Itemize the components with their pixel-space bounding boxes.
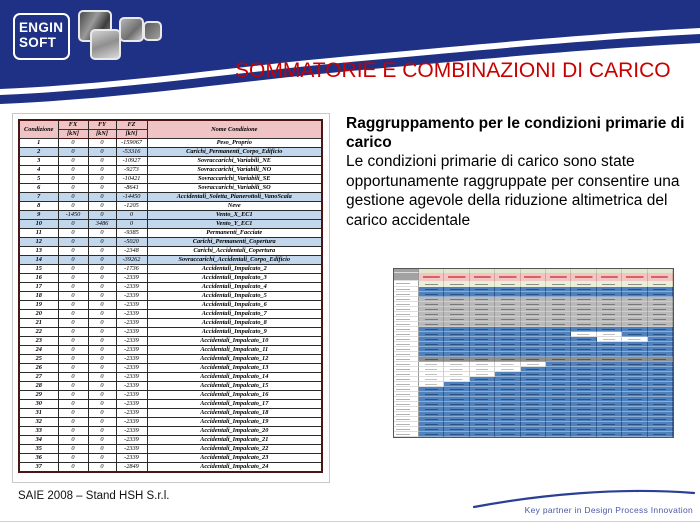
table-cell: 0 — [58, 193, 88, 202]
table-cell: 5 — [19, 175, 58, 184]
table-row — [19, 463, 322, 473]
logo-text-line2: SOFT — [19, 35, 57, 50]
text-block — [346, 114, 698, 230]
table-cell: 0 — [88, 247, 116, 256]
table-cell: 0 — [58, 418, 88, 427]
table-cell: Carichi_Permanenti_Corpo_Edificio — [147, 148, 322, 157]
table-cell: 0 — [88, 202, 116, 211]
table-cell: -1450 — [58, 211, 88, 220]
sheet-cell — [546, 432, 571, 437]
sheet-cell — [571, 273, 596, 281]
table-row — [19, 346, 322, 355]
table-cell: 0 — [88, 283, 116, 292]
spreadsheet-thumbnail — [393, 268, 674, 438]
table-row — [19, 445, 322, 454]
table-cell: 12 — [19, 238, 58, 247]
table-cell: -2339 — [116, 274, 147, 283]
table-cell: 9 — [19, 211, 58, 220]
table-cell: 1 — [19, 139, 58, 148]
table-cell: 0 — [88, 256, 116, 265]
table-row — [19, 265, 322, 274]
table-cell: 0 — [88, 238, 116, 247]
table-cell: 0 — [58, 301, 88, 310]
sheet-cell — [521, 273, 546, 281]
table-cell: 32 — [19, 418, 58, 427]
sheet-cell — [470, 273, 495, 281]
table-cell: 0 — [58, 463, 88, 473]
table-cell: Accidentali_Impalcato_9 — [147, 328, 322, 337]
table-cell: Accidentali_Impalcato_24 — [147, 463, 322, 473]
table-cell: 6 — [19, 184, 58, 193]
table-cell: 26 — [19, 364, 58, 373]
table-cell: -2339 — [116, 400, 147, 409]
table-cell: Accidentali_Impalcato_6 — [147, 301, 322, 310]
table-row — [19, 202, 322, 211]
table-cell: 0 — [88, 229, 116, 238]
table-cell: -9273 — [116, 166, 147, 175]
table-cell: -2339 — [116, 346, 147, 355]
table-row — [19, 211, 322, 220]
table-row — [19, 193, 322, 202]
table-cell: -2339 — [116, 427, 147, 436]
header-fz: FZ — [116, 120, 147, 130]
table-cell: Accidentali_Impalcato_16 — [147, 391, 322, 400]
table-row — [19, 355, 322, 364]
table-row — [19, 319, 322, 328]
table-cell: 0 — [88, 157, 116, 166]
table-cell: 0 — [88, 148, 116, 157]
table-cell: 0 — [116, 220, 147, 229]
table-cell: 0 — [88, 265, 116, 274]
sheet-cell — [419, 273, 444, 281]
table-cell: 22 — [19, 328, 58, 337]
text-heading: Raggruppamento per le condizioni primarie di carico — [346, 115, 685, 151]
table-row — [19, 436, 322, 445]
table-cell: 0 — [88, 400, 116, 409]
table-cell: 0 — [58, 409, 88, 418]
table-cell: Accidentali_Impalcato_23 — [147, 454, 322, 463]
sheet-cell — [444, 273, 469, 281]
table-cell: Accidentali_Impalcato_4 — [147, 283, 322, 292]
sheet-cell — [470, 432, 495, 437]
table-cell: 27 — [19, 373, 58, 382]
table-cell: 0 — [88, 274, 116, 283]
table-row — [19, 418, 322, 427]
table-cell: Sovraccarichi_Variabili_NE — [147, 157, 322, 166]
table-row — [19, 454, 322, 463]
table-row — [19, 364, 322, 373]
table-cell: 0 — [88, 409, 116, 418]
table-cell: 0 — [58, 247, 88, 256]
table-cell: 25 — [19, 355, 58, 364]
table-cell: Accidentali_Impalcato_14 — [147, 373, 322, 382]
table-cell: Carichi_Permanenti_Copertura — [147, 238, 322, 247]
table-cell: 0 — [58, 184, 88, 193]
table-cell: 0 — [58, 310, 88, 319]
table-cell: 0 — [58, 427, 88, 436]
slide-bottom-edge — [0, 521, 700, 522]
table-cell: 10 — [19, 220, 58, 229]
table-cell: 0 — [58, 454, 88, 463]
table-cell: 0 — [58, 391, 88, 400]
table-cell: -2339 — [116, 454, 147, 463]
table-cell: 0 — [116, 211, 147, 220]
load-table-header — [19, 120, 322, 139]
table-cell: 0 — [58, 265, 88, 274]
sheet-row — [394, 273, 673, 281]
table-cell: 28 — [19, 382, 58, 391]
sheet-cell — [622, 432, 647, 437]
table-cell: 0 — [88, 211, 116, 220]
table-row — [19, 247, 322, 256]
table-cell: -53316 — [116, 148, 147, 157]
table-cell: 0 — [88, 310, 116, 319]
table-row — [19, 238, 322, 247]
table-cell: 0 — [88, 337, 116, 346]
table-row — [19, 391, 322, 400]
sheet-cell — [495, 432, 520, 437]
table-cell: Accidentali_Impalcato_19 — [147, 418, 322, 427]
table-cell: -2339 — [116, 373, 147, 382]
table-cell: 0 — [88, 184, 116, 193]
sheet-row-label — [394, 432, 419, 437]
table-row — [19, 409, 322, 418]
table-cell: Neve — [147, 202, 322, 211]
table-cell: Permanenti_Facciate — [147, 229, 322, 238]
table-cell: -2339 — [116, 337, 147, 346]
table-cell: 8 — [19, 202, 58, 211]
table-cell: 0 — [58, 202, 88, 211]
logo-text-line1: ENGIN — [19, 20, 64, 35]
table-cell: 0 — [88, 454, 116, 463]
table-cell: -2348 — [116, 247, 147, 256]
table-cell: 0 — [58, 157, 88, 166]
table-cell: Accidentali_Impalcato_5 — [147, 292, 322, 301]
table-cell: 0 — [58, 220, 88, 229]
sheet-cell — [444, 432, 469, 437]
table-cell: Accidentali_Impalcato_2 — [147, 265, 322, 274]
table-cell: Accidentali_Impalcato_20 — [147, 427, 322, 436]
sheet-cell — [597, 273, 622, 281]
table-cell: Accidentali_Impalcato_18 — [147, 409, 322, 418]
table-cell: 0 — [88, 391, 116, 400]
header-unit-kn: [kN] — [116, 130, 147, 139]
table-row — [19, 373, 322, 382]
table-cell: 18 — [19, 292, 58, 301]
table-cell: 15 — [19, 265, 58, 274]
footer-tagline: Key partner in Design Process Innovation — [524, 505, 693, 515]
table-cell: Accidentali_Impalcato_3 — [147, 274, 322, 283]
table-row — [19, 400, 322, 409]
table-cell: 0 — [58, 400, 88, 409]
table-row — [19, 256, 322, 265]
table-cell: -159067 — [116, 139, 147, 148]
sheet-cell — [419, 432, 444, 437]
table-cell: -2339 — [116, 391, 147, 400]
logo-photo-chip-4 — [143, 21, 162, 41]
table-cell: 0 — [88, 346, 116, 355]
table-cell: 4 — [19, 166, 58, 175]
sheet-cell — [597, 432, 622, 437]
table-cell: 24 — [19, 346, 58, 355]
table-cell: -1205 — [116, 202, 147, 211]
table-cell: 20 — [19, 310, 58, 319]
table-row — [19, 229, 322, 238]
header-unit-kn: [kN] — [58, 130, 88, 139]
load-conditions-table — [18, 119, 323, 473]
table-cell: -10927 — [116, 157, 147, 166]
table-cell: -9385 — [116, 229, 147, 238]
table-cell: 0 — [58, 436, 88, 445]
table-cell: 0 — [88, 382, 116, 391]
footer-event-label: SAIE 2008 – Stand HSH S.r.l. — [18, 490, 170, 502]
table-cell: 0 — [58, 364, 88, 373]
table-cell: Accidentali_Impalcato_12 — [147, 355, 322, 364]
table-cell: 0 — [88, 364, 116, 373]
table-cell: 35 — [19, 445, 58, 454]
table-cell: -2339 — [116, 319, 147, 328]
table-cell: 31 — [19, 409, 58, 418]
table-cell: -2339 — [116, 301, 147, 310]
table-row — [19, 274, 322, 283]
table-cell: 33 — [19, 427, 58, 436]
table-cell: -2339 — [116, 382, 147, 391]
header-fy: FY — [88, 120, 116, 130]
table-cell: 0 — [58, 373, 88, 382]
table-cell: -8641 — [116, 184, 147, 193]
table-cell: 0 — [88, 193, 116, 202]
text-body: Le condizioni primarie di carico sono state opportunamente raggruppate per consentire una gestione agevole della riduzione altimetrica del carico accidentale — [346, 153, 680, 229]
table-cell: 0 — [88, 445, 116, 454]
sheet-row-label — [394, 273, 419, 281]
table-cell: Accidentali_Impalcato_22 — [147, 445, 322, 454]
sheet-cell — [648, 432, 673, 437]
load-table-panel — [12, 113, 330, 483]
slide-title: SOMMATORIE E COMBINAZIONI DI CARICO — [235, 59, 671, 82]
table-cell: 17 — [19, 283, 58, 292]
table-row — [19, 328, 322, 337]
table-cell: 0 — [88, 292, 116, 301]
table-cell: -2339 — [116, 364, 147, 373]
table-cell: -2339 — [116, 418, 147, 427]
header-fx: FX — [58, 120, 88, 130]
table-cell: 0 — [58, 238, 88, 247]
enginsoft-logo — [13, 13, 70, 60]
logo-photo-chip-2 — [90, 29, 121, 60]
table-cell: 7 — [19, 193, 58, 202]
table-cell: 0 — [58, 319, 88, 328]
table-row — [19, 220, 322, 229]
table-cell: Vento_Y_EC1 — [147, 220, 322, 229]
table-cell: 21 — [19, 319, 58, 328]
table-cell: 19 — [19, 301, 58, 310]
sheet-cell — [521, 432, 546, 437]
table-cell: 0 — [58, 346, 88, 355]
table-row — [19, 166, 322, 175]
table-cell: 0 — [58, 229, 88, 238]
table-cell: 0 — [88, 175, 116, 184]
sheet-cell — [648, 273, 673, 281]
table-cell: 0 — [58, 148, 88, 157]
table-cell: 0 — [58, 139, 88, 148]
table-cell: 34 — [19, 436, 58, 445]
table-cell: Accidentali_Impalcato_21 — [147, 436, 322, 445]
table-row — [19, 292, 322, 301]
table-cell: 0 — [58, 355, 88, 364]
table-cell: Carichi_Accidentali_Copertura — [147, 247, 322, 256]
table-cell: 13 — [19, 247, 58, 256]
table-cell: Accidentali_Impalcato_11 — [147, 346, 322, 355]
table-cell: 0 — [58, 337, 88, 346]
table-cell: 11 — [19, 229, 58, 238]
table-cell: Vento_X_EC1 — [147, 211, 322, 220]
table-cell: -1736 — [116, 265, 147, 274]
table-cell: 0 — [88, 463, 116, 473]
table-cell: 37 — [19, 463, 58, 473]
table-row — [19, 301, 322, 310]
table-row — [19, 337, 322, 346]
header-condizione: Condizione — [19, 120, 58, 139]
table-cell: 0 — [88, 418, 116, 427]
table-cell: 0 — [58, 328, 88, 337]
table-cell: -2339 — [116, 283, 147, 292]
table-cell: -2339 — [116, 409, 147, 418]
table-cell: 36 — [19, 454, 58, 463]
table-cell: -2339 — [116, 310, 147, 319]
table-cell: 0 — [88, 301, 116, 310]
table-cell: -2339 — [116, 436, 147, 445]
table-cell: Sovraccarichi_Variabili_SE — [147, 175, 322, 184]
table-cell: 0 — [88, 139, 116, 148]
table-cell: 0 — [58, 445, 88, 454]
table-cell: 3 — [19, 157, 58, 166]
table-cell: 0 — [58, 292, 88, 301]
table-cell: 2 — [19, 148, 58, 157]
header-nome-condizione: Nome Condizione — [147, 120, 322, 139]
table-cell: 0 — [88, 427, 116, 436]
table-cell: -2849 — [116, 463, 147, 473]
table-cell: 23 — [19, 337, 58, 346]
table-cell: Sovraccarichi_Accidentali_Corpo_Edificio — [147, 256, 322, 265]
table-cell: 0 — [58, 256, 88, 265]
table-cell: 0 — [58, 274, 88, 283]
table-cell: Peso_Proprio — [147, 139, 322, 148]
table-cell: Accidentali_Impalcato_7 — [147, 310, 322, 319]
table-cell: 0 — [58, 175, 88, 184]
sheet-row — [394, 432, 673, 437]
table-cell: Sovraccarichi_Variabili_NO — [147, 166, 322, 175]
table-cell: Accidentali_Impalcato_17 — [147, 400, 322, 409]
table-cell: -5020 — [116, 238, 147, 247]
table-row — [19, 382, 322, 391]
table-row — [19, 427, 322, 436]
table-cell: 0 — [88, 319, 116, 328]
table-cell: Accidentali_Impalcato_8 — [147, 319, 322, 328]
table-cell: 14 — [19, 256, 58, 265]
header-unit-kn: [kN] — [88, 130, 116, 139]
logo-photo-chip-3 — [119, 17, 144, 42]
table-cell: 0 — [88, 436, 116, 445]
table-cell: 0 — [58, 382, 88, 391]
sheet-cell — [546, 273, 571, 281]
table-cell: 0 — [88, 355, 116, 364]
table-cell: Accidentali_Impalcato_13 — [147, 364, 322, 373]
table-row — [19, 175, 322, 184]
table-cell: Accidentali_Soletta_Pianerottoli_VanoScala — [147, 193, 322, 202]
table-cell: 0 — [58, 283, 88, 292]
table-cell: 30 — [19, 400, 58, 409]
sheet-cell — [622, 273, 647, 281]
table-row — [19, 184, 322, 193]
table-cell: 0 — [88, 373, 116, 382]
load-table-body — [19, 139, 322, 473]
table-cell: Accidentali_Impalcato_15 — [147, 382, 322, 391]
table-cell: -14450 — [116, 193, 147, 202]
table-cell: Accidentali_Impalcato_10 — [147, 337, 322, 346]
sheet-cell — [495, 273, 520, 281]
table-cell: -2339 — [116, 292, 147, 301]
table-row — [19, 283, 322, 292]
table-row — [19, 310, 322, 319]
table-cell: -2339 — [116, 445, 147, 454]
table-cell: -2339 — [116, 355, 147, 364]
table-cell: 3486 — [88, 220, 116, 229]
table-cell: Sovraccarichi_Variabili_SO — [147, 184, 322, 193]
table-cell: -39262 — [116, 256, 147, 265]
table-cell: 16 — [19, 274, 58, 283]
table-row — [19, 157, 322, 166]
table-cell: 29 — [19, 391, 58, 400]
table-row — [19, 148, 322, 157]
table-cell: 0 — [88, 328, 116, 337]
table-cell: -2339 — [116, 328, 147, 337]
table-cell: 0 — [58, 166, 88, 175]
table-cell: 0 — [88, 166, 116, 175]
table-row — [19, 139, 322, 148]
sheet-cell — [571, 432, 596, 437]
table-cell: -10421 — [116, 175, 147, 184]
